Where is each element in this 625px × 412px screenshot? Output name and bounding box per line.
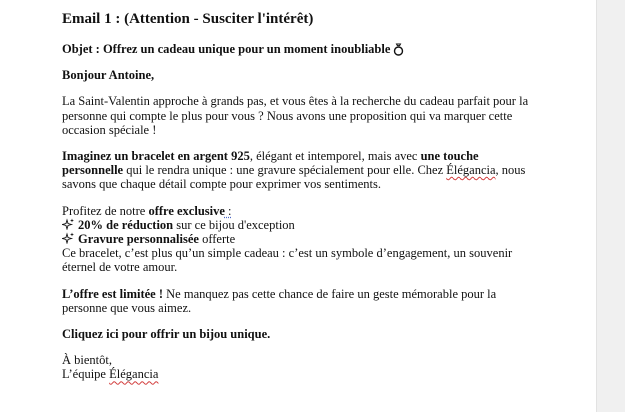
call-to-action: Cliquez ici pour offrir un bijou unique. xyxy=(62,327,271,342)
sparkles-icon xyxy=(62,218,75,230)
email-body[interactable] xyxy=(62,10,532,382)
paragraph-symbol: Ce bracelet, c’est plus qu’un simple cadeau : c’est un symbole d’engagement, un souvenir éternel de votre amour. xyxy=(62,246,513,275)
email-subject xyxy=(62,42,532,56)
bullet-discount: 20% de réduction sur ce bijou d'exception xyxy=(62,218,532,232)
paragraph-bracelet: Imaginez un bracelet en argent 925, élégant et intemporel, mais avec une touche personnelle qui le rendra unique : une gravure spécialement pour elle. Chez Élégancia, nous savons que chaque détail compte pour exprimer vos sentiments. xyxy=(62,149,526,192)
vertical-scrollbar[interactable] xyxy=(596,0,625,412)
personal-touch-bold: une touche personnelle xyxy=(62,149,479,178)
bracelet-bold: Imaginez un bracelet en argent 925 xyxy=(62,149,250,164)
signoff: À bientôt, xyxy=(62,353,112,368)
offer-intro: Profitez de notre offre exclusive : xyxy=(62,203,232,218)
greeting: Bonjour Antoine, xyxy=(62,68,155,83)
offer-bold: offre exclusive xyxy=(148,203,225,218)
subject-text: Objet : Offrez un cadeau unique pour un moment inoubliable xyxy=(62,42,391,56)
email-title: Email 1 : (Attention - Susciter l'intérêt) xyxy=(62,11,314,27)
limited-bold: L’offre est limitée ! xyxy=(62,286,164,301)
brand-name: Élégancia xyxy=(446,163,496,178)
bullet-engraving: Gravure personnalisée offerte xyxy=(62,232,532,246)
paragraph-intro: La Saint-Valentin approche à grands pas, et vous êtes à la recherche du cadeau parfait pour la personne qui compte le plus pour vous ? Nous avons une proposition qui va marquer cette occasion spéciale ! xyxy=(62,94,529,137)
sparkles-icon xyxy=(62,232,75,244)
signature-brand: Élégancia xyxy=(109,367,159,382)
ring-icon xyxy=(393,43,404,55)
signature: L’équipe Élégancia xyxy=(62,367,159,382)
paragraph-limited: L’offre est limitée ! Ne manquez pas cette chance de faire un geste mémorable pour la personne que vous aimez. xyxy=(62,286,497,315)
